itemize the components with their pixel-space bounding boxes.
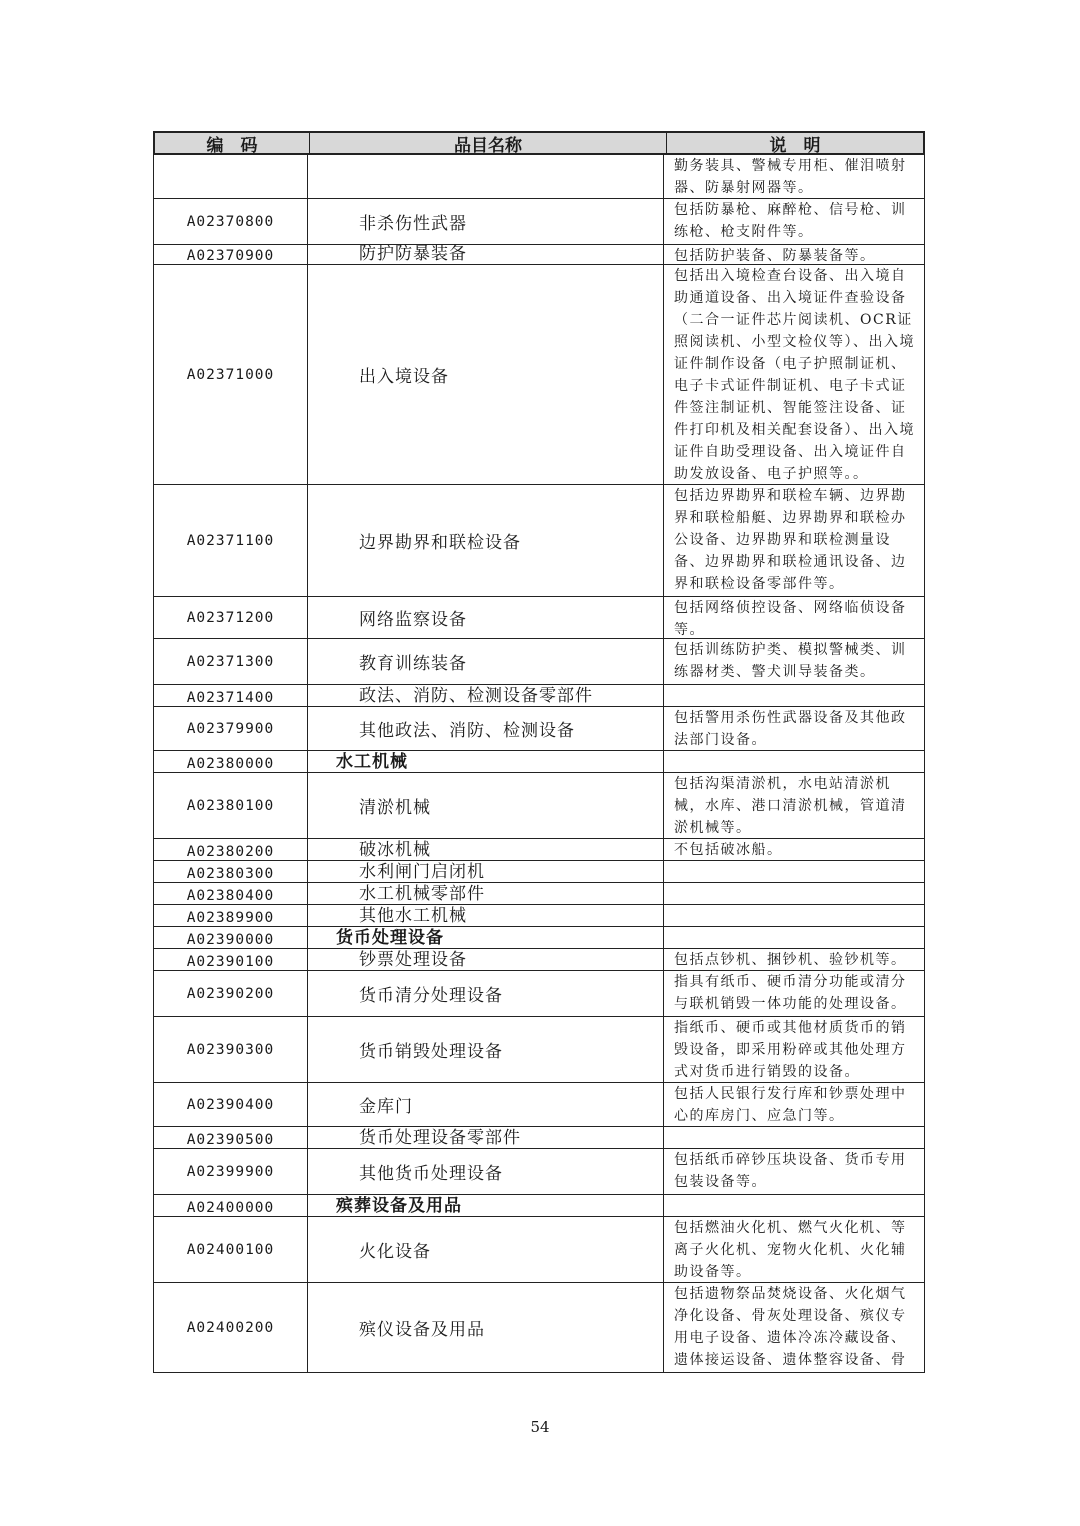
name-cell: 水工机械 [308,751,664,772]
desc-cell: 包括警用杀伤性武器设备及其他政法部门设备。 [674,710,907,748]
desc-cell [664,861,924,882]
table-row [153,971,925,1017]
desc-cell [664,1127,924,1148]
desc-cell [664,685,924,706]
name-cell: 货币处理设备零部件 [308,1127,664,1148]
desc-cell: 包括出入境检查台设备、出入境自助通道设备、出入境证件查验设备（二合一证件芯片阅读机、OCR证照阅读机、小型文检仪等）、出入境证件制作设备（电子护照制证机、电子卡式证件制证机、电子卡式证件签注制证机、智能签注设备、证件打印机及相关配套设备）、出入境证件自助受理设备、出入境证件自助发放设备、电子护照等。。 [674,268,915,482]
name-cell: 火化设备 [308,1217,664,1282]
desc-cell: 包括沟渠清淤机，水电站清淤机械，水库、港口清淤机械，管道清淤机械等。 [674,776,907,836]
table-row [153,927,925,949]
desc-cell [664,1195,924,1216]
code-cell [154,155,308,198]
table-row [153,1083,925,1127]
desc-cell [664,927,924,948]
table-body [153,155,925,1373]
code-cell: A02371300 [154,639,308,684]
table-row [153,685,925,707]
name-cell: 出入境设备 [308,265,664,484]
table-row [153,1017,925,1083]
header-name: 品目名称 [310,133,667,153]
name-cell: 其他政法、消防、检测设备 [308,707,664,750]
code-cell: A02370800 [154,199,308,244]
code-cell: A02390400 [154,1083,308,1126]
table-row [153,1149,925,1195]
table-row [153,883,925,905]
code-cell: A02371000 [154,265,308,484]
code-cell: A02371100 [154,485,308,596]
code-cell: A02371400 [154,685,308,706]
desc-cell: 包括点钞机、捆钞机、验钞机等。 [674,952,907,968]
catalog-table [153,131,925,1373]
code-cell: A02371200 [154,597,308,638]
name-cell: 其他货币处理设备 [308,1149,664,1194]
name-cell: 殡仪设备及用品 [308,1283,664,1372]
table-row [153,245,925,265]
header-desc: 说 明 [769,135,821,156]
desc-cell: 指具有纸币、硬币清分功能或清分与联机销毁一体功能的处理设备。 [674,974,907,1012]
name-cell: 殡葬设备及用品 [308,1195,664,1216]
code-cell: A02380400 [154,883,308,904]
code-cell: A02390000 [154,927,308,948]
code-cell: A02380100 [154,773,308,838]
name-cell: 非杀伤性武器 [308,199,664,244]
code-cell: A02390300 [154,1017,308,1082]
desc-cell: 不包括破冰船。 [674,842,783,858]
code-cell: A02379900 [154,707,308,750]
table-row [153,597,925,639]
table-row [153,639,925,685]
code-cell: A02400100 [154,1217,308,1282]
table-row [153,155,925,199]
desc-cell: 包括防暴枪、麻醉枪、信号枪、训练枪、枪支附件等。 [674,202,907,240]
table-row [153,839,925,861]
name-cell: 货币销毁处理设备 [308,1017,664,1082]
desc-cell: 包括防护装备、防暴装备等。 [674,248,876,264]
table-row [153,485,925,597]
table-row [153,949,925,971]
desc-cell: 包括网络侦控设备、网络临侦设备等。 [674,600,907,638]
code-cell: A02399900 [154,1149,308,1194]
code-cell: A02380200 [154,839,308,860]
desc-cell: 勤务装具、警械专用柜、催泪喷射器、防暴射网器等。 [674,158,907,196]
code-cell: A02390200 [154,971,308,1016]
name-cell: 其他水工机械 [308,905,664,926]
table-row [153,751,925,773]
name-cell: 水利闸门启闭机 [308,861,664,882]
name-cell: 网络监察设备 [308,597,664,638]
desc-cell [664,883,924,904]
code-cell: A02380000 [154,751,308,772]
table-row [153,861,925,883]
name-cell: 水工机械零部件 [308,883,664,904]
desc-cell: 包括人民银行发行库和钞票处理中心的库房门、应急门等。 [674,1086,907,1124]
name-cell: 教育训练装备 [308,639,664,684]
desc-cell [664,751,924,772]
name-cell: 货币清分处理设备 [308,971,664,1016]
table-row [153,1283,925,1373]
code-cell: A02390500 [154,1127,308,1148]
desc-cell: 包括遗物祭品焚烧设备、火化烟气净化设备、骨灰处理设备、殡仪专用电子设备、遗体冷冻冷藏设备、遗体接运设备、遗体整容设备、骨 [674,1286,907,1368]
table-row [153,265,925,485]
table-row [153,1195,925,1217]
table-row [153,1217,925,1283]
name-cell: 政法、消防、检测设备零部件 [308,685,664,706]
desc-cell: 包括边界勘界和联检车辆、边界勘界和联检船艇、边界勘界和联检办公设备、边界勘界和联检测量设备、边界勘界和联检通讯设备、边界和联检设备零部件等。 [674,488,907,592]
header-code: 编 码 [155,133,310,153]
desc-cell: 包括燃油火化机、燃气火化机、等离子火化机、宠物火化机、火化辅助设备等。 [674,1220,907,1280]
code-cell: A02380300 [154,861,308,882]
desc-cell: 指纸币、硬币或其他材质货币的销毁设备，即采用粉碎或其他处理方式对货币进行销毁的设备。 [674,1020,907,1080]
table-row [153,905,925,927]
code-cell: A02389900 [154,905,308,926]
name-cell [308,155,664,198]
name-cell: 钞票处理设备 [308,949,664,970]
code-cell: A02390100 [154,949,308,970]
desc-cell: 包括训练防护类、模拟警械类、训练器材类、警犬训导装备类。 [674,642,907,680]
name-cell: 货币处理设备 [308,927,664,948]
table-row [153,199,925,245]
page-number: 54 [530,1418,550,1436]
code-cell: A02400000 [154,1195,308,1216]
name-cell: 清淤机械 [308,773,664,838]
table-header [153,131,925,155]
table-row [153,1127,925,1149]
name-cell: 防护防暴装备 [308,245,664,264]
code-cell: A02400200 [154,1283,308,1372]
name-cell: 边界勘界和联检设备 [308,485,664,596]
desc-cell [664,905,924,926]
table-row [153,773,925,839]
name-cell: 金库门 [308,1083,664,1126]
code-cell: A02370900 [154,245,308,264]
table-row [153,707,925,751]
name-cell: 破冰机械 [308,839,664,860]
desc-cell: 包括纸币碎钞压块设备、货币专用包装设备等。 [674,1152,907,1190]
